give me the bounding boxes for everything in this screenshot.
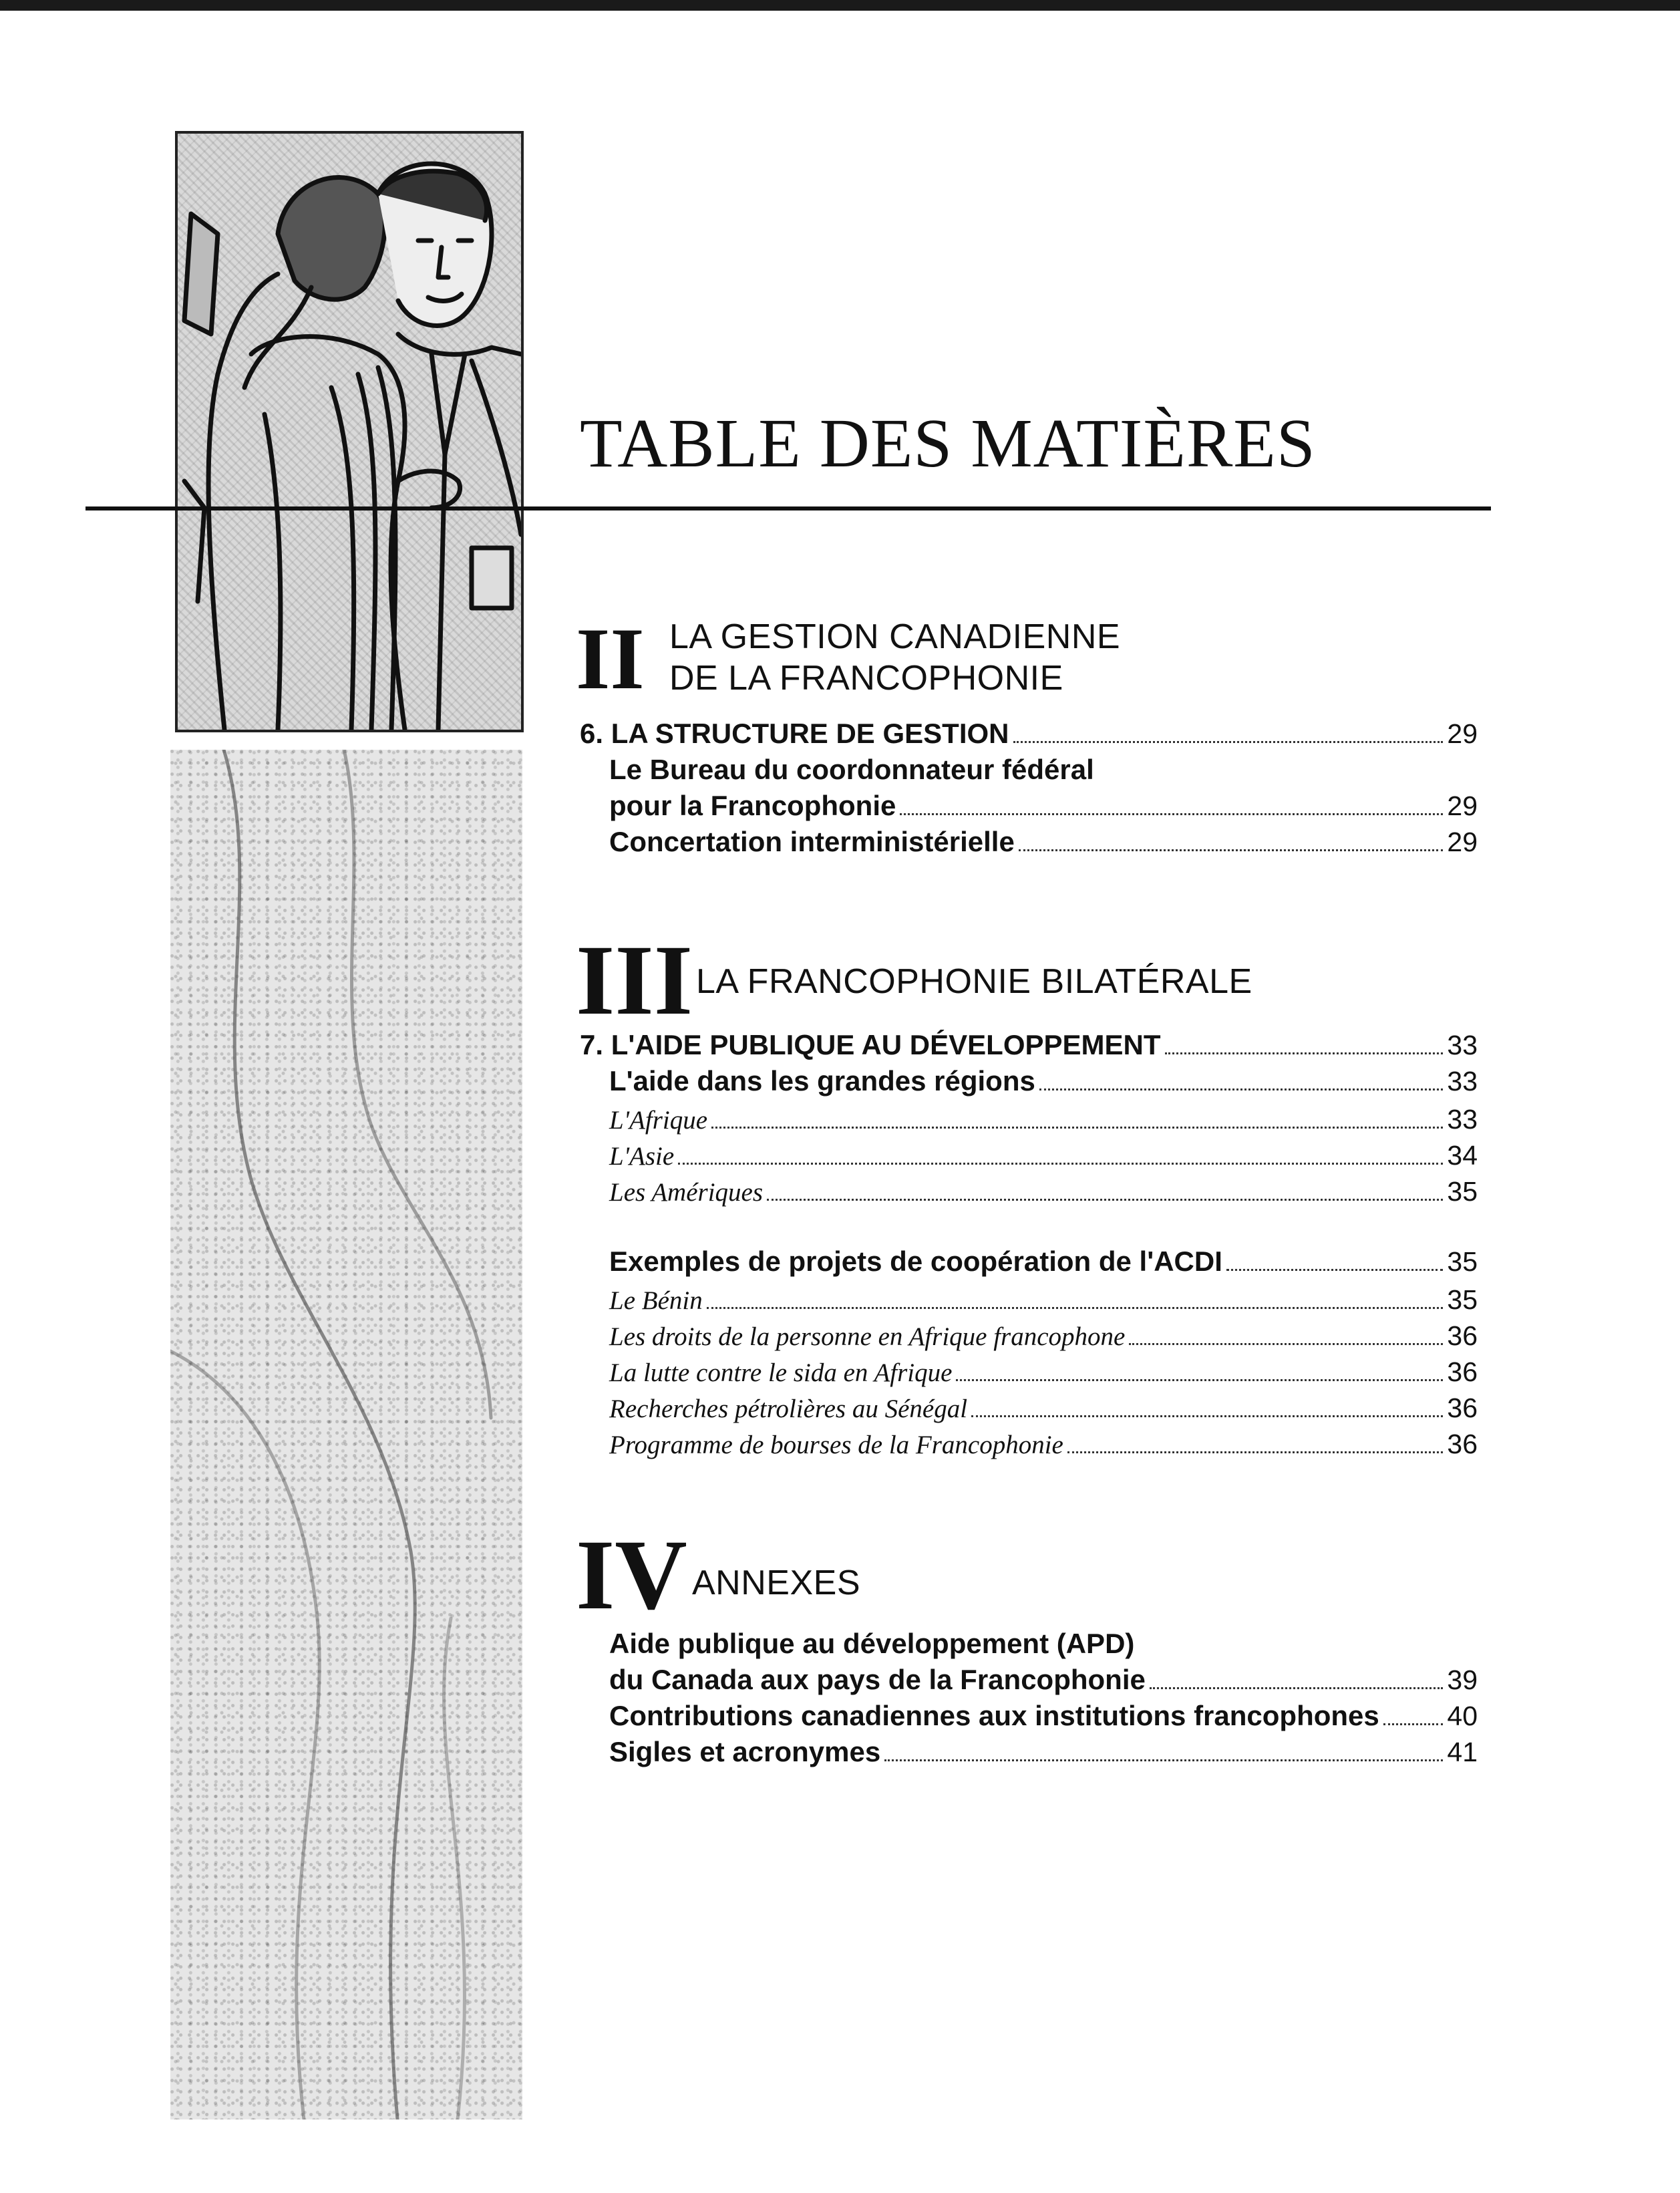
toc-entry-page: 33: [1447, 1104, 1478, 1135]
leader-dots: [1383, 1723, 1444, 1725]
toc-entry[interactable]: [609, 1140, 1478, 1171]
leader-dots: [1019, 849, 1444, 851]
title-rule: [86, 506, 1491, 510]
leader-dots: [1150, 1687, 1444, 1689]
leader-dots: [707, 1307, 1444, 1309]
illustration-figures: [175, 131, 524, 732]
section-heading: ANNEXES: [692, 1564, 861, 1602]
leader-dots: [1039, 1088, 1444, 1090]
section-heading: LA FRANCOPHONIE BILATÉRALE: [696, 962, 1252, 1001]
leader-dots: [900, 813, 1443, 815]
leader-dots: [767, 1199, 1443, 1201]
toc-entry-label: L'aide dans les grandes régions: [609, 1065, 1035, 1096]
toc-entry-label: Les Amériques: [609, 1178, 764, 1207]
toc-entry[interactable]: [609, 1664, 1478, 1696]
toc-entry[interactable]: [609, 790, 1478, 822]
leader-dots: [1226, 1269, 1444, 1271]
toc-entry-page: 41: [1447, 1737, 1478, 1767]
toc-entry-page: 29: [1447, 718, 1478, 749]
toc-entry[interactable]: [609, 1246, 1478, 1278]
toc-entry-label: Les droits de la personne en Afrique francophone: [609, 1322, 1126, 1351]
toc-entry-page: 29: [1447, 827, 1478, 857]
toc-entry[interactable]: [609, 1104, 1478, 1135]
toc-entry-page: 35: [1447, 1284, 1478, 1315]
section-numeral: II: [576, 609, 645, 708]
toc-entry[interactable]: [609, 1736, 1478, 1768]
toc-entry-page: 39: [1447, 1664, 1478, 1695]
leader-dots: [1013, 741, 1444, 743]
toc-entry[interactable]: [609, 1176, 1478, 1207]
toc-entry-page: 36: [1447, 1393, 1478, 1423]
toc-entry-label: Programme de bourses de la Francophonie: [609, 1431, 1063, 1459]
toc-entry[interactable]: [580, 718, 1478, 750]
toc-entry-page: 33: [1447, 1066, 1478, 1096]
toc-entry[interactable]: [609, 1284, 1478, 1316]
toc-entry[interactable]: [609, 1700, 1478, 1732]
leader-dots: [1129, 1343, 1443, 1345]
toc-entry-label: Exemples de projets de coopération de l'ACDI: [609, 1246, 1222, 1277]
leader-dots: [678, 1163, 1443, 1165]
toc-entry-page: 33: [1447, 1030, 1478, 1060]
toc-entry[interactable]: [609, 1320, 1478, 1352]
toc-entry[interactable]: [609, 1429, 1478, 1460]
toc-entry-label: Aide publique au développement (APD): [609, 1628, 1135, 1659]
toc-entry-label: Le Bureau du coordonnateur fédéral: [609, 754, 1094, 785]
leader-dots: [1067, 1451, 1444, 1453]
toc-entry-page: 36: [1447, 1356, 1478, 1387]
toc-entry-page: 35: [1447, 1246, 1478, 1277]
toc-entry-label: La lutte contre le sida en Afrique: [609, 1358, 953, 1387]
toc-entry[interactable]: [609, 1356, 1478, 1388]
toc-entry[interactable]: [609, 1393, 1478, 1424]
toc-entry-page: 36: [1447, 1320, 1478, 1351]
toc-entry-page: 34: [1447, 1140, 1478, 1171]
leader-dots: [956, 1379, 1443, 1381]
toc-entry-label: pour la Francophonie: [609, 790, 896, 821]
section-heading: [669, 616, 1120, 699]
leader-dots: [1165, 1052, 1444, 1054]
toc-entry-label: 7. L'AIDE PUBLIQUE AU DÉVELOPPEMENT: [580, 1029, 1161, 1060]
toc-entry-page: 35: [1447, 1176, 1478, 1207]
section-numeral: IV: [576, 1519, 687, 1630]
toc-entry-label: Contributions canadiennes aux institutions francophones: [609, 1700, 1379, 1731]
section-numeral: III: [576, 925, 693, 1036]
scan-edge: [0, 0, 1680, 11]
page-title: TABLE DES MATIÈRES: [580, 405, 1316, 482]
illustration-texture: [170, 750, 522, 2119]
section-heading-line: LA GESTION CANADIENNE: [669, 617, 1121, 656]
toc-entry-label: Recherches pétrolières au Sénégal: [609, 1395, 968, 1423]
toc-entry[interactable]: [609, 1065, 1478, 1097]
toc-entry[interactable]: [580, 1029, 1478, 1061]
leader-dots: [711, 1127, 1443, 1129]
toc-entry[interactable]: [609, 826, 1478, 858]
toc-entry-label: Sigles et acronymes: [609, 1736, 881, 1767]
toc-entry-page: 40: [1447, 1701, 1478, 1731]
toc-entry-label: L'Asie: [609, 1142, 675, 1171]
toc-entry-page: 29: [1447, 790, 1478, 821]
toc-entry-label: Le Bénin: [609, 1286, 703, 1315]
section-heading-line: DE LA FRANCOPHONIE: [669, 659, 1063, 698]
toc-entry-page: 36: [1447, 1429, 1478, 1459]
leader-dots: [971, 1415, 1443, 1417]
toc-entry-label: du Canada aux pays de la Francophonie: [609, 1664, 1146, 1695]
leader-dots: [884, 1759, 1443, 1761]
toc-entry-label: 6. LA STRUCTURE DE GESTION: [580, 718, 1009, 749]
toc-entry-label: Concertation interministérielle: [609, 826, 1015, 857]
toc-entry-label: L'Afrique: [609, 1106, 708, 1135]
